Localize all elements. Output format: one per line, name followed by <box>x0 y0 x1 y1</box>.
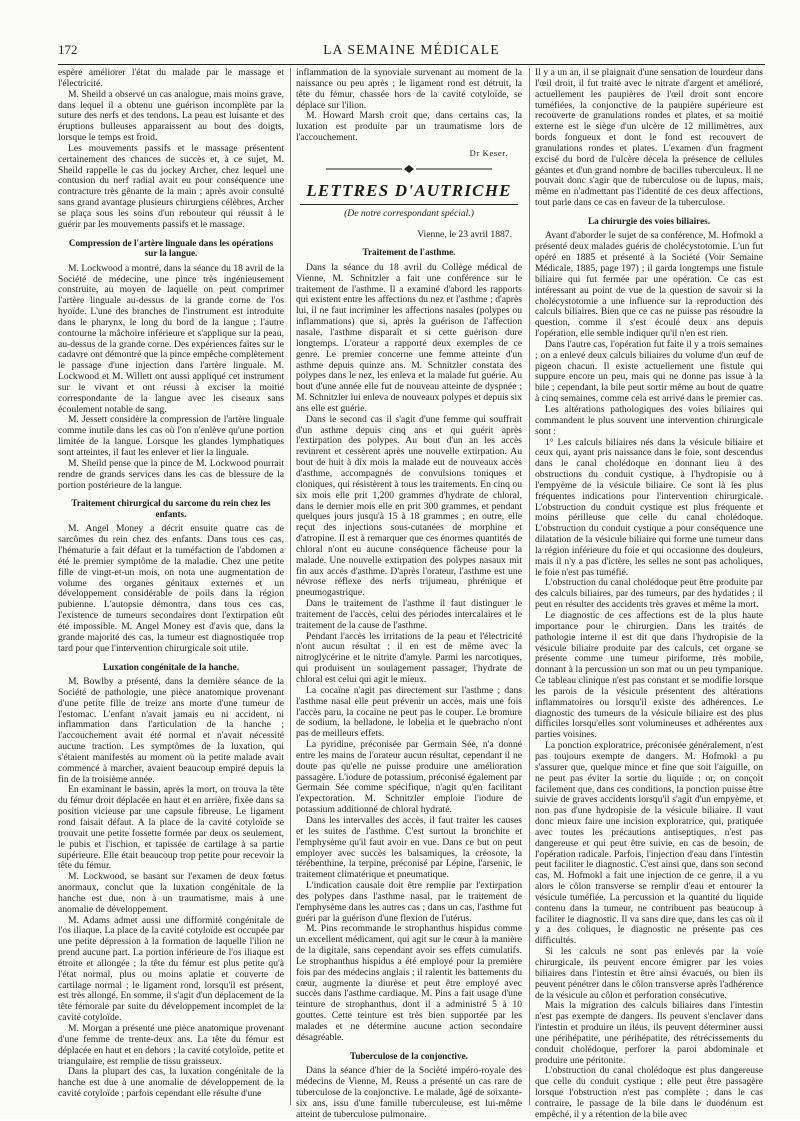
paragraph: M. Jessett considère la compression de l'artère linguale comme inutile dans les cas où l'on n'enlève qu'une portion limitée de la langue. Lorsque les glandes lymphatiques sont atteintes, il faut les enlever et lier la linguale. <box>58 414 284 458</box>
paragraph: L'obstruction du canal cholédoque est plus dangereuse que celle du conduit cystique ; elle peut être passagère lorsque l'obstruction n'est pas complète ; dans le cas contraire, le passage de la bile dans le duodénum est empêché, il y a rétention de la bile avec <box>535 1065 763 1120</box>
section-heading: Tuberculose de la conjonctive. <box>350 1050 468 1061</box>
correspondent-line: (De notre correspondant spécial.) <box>344 207 474 219</box>
paragraph: Dans la séance d'hier de la Société impéro-royale des médecins de Vienne, M. Reuss a présenté un cas rare de tuberculose de la conjonctive. Le malade, âgé de soixante-six ans, issu d'une famille tuberculeuse, est lui-même atteint de tuberculose pulmonaire. <box>296 1065 522 1120</box>
paragraph: La pyridine, préconisée par Germain Sée, n'a donné entre les mains de l'orateur aucun résultat, cependant il ne doute pas qu'elle ne puisse produire une amélioration passagère. L'iodure de potassium, préconisé également par Germain Sée comme spécifique, n'agit qu'en facilitant l'expectoration. M. Schnitzler emploie l'iodure de potassium additionné de chloral hydraté. <box>296 739 522 816</box>
paragraph: Dans les intervalles des accès, il faut traiter les causes et les suites de l'asthme. C'est surtout la bronchite et l'emphysème qu'il faut avoir en vue. Dans ce but on peut employer avec succès les balsamiques, la créosote, la térébenthine, la terpine, préconisé par Lépine, l'arsenic, le traitement climatérique et pneumatique. <box>296 814 522 881</box>
paragraph: espère améliorer l'état du malade par le massage et l'électricité. <box>58 67 284 89</box>
page-header <box>58 40 765 62</box>
section-title: LETTRES D'AUTRICHE <box>300 181 518 205</box>
paragraph: M. Pins recommande le strophanthus hispidus comme un excellent médicament, qui agit sur le cœur à la manière de la digitale, sans cependant avoir ses effets cumulatifs. Le strophanthus hispidus a été employé pour la première fois par des médecins anglais ; il ralentit les battements du cœur, augmente la diurèse et peut être employé avec succès dans l'asthme cardiaque. M. Pins a fait usage d'une teinture de strophanthus, dont il a administré 5 à 10 gouttes. Cette teinture est très bien supportée par les malades et ne détermine aucune action secondaire désagréable. <box>296 923 522 1043</box>
paragraph: Dans la plupart des cas, la luxation congénitale de la hanche est due à une anomalie de développement de la cavité cotyloïde ; parfois cependant elle résulte d'une <box>58 1066 284 1100</box>
paragraph: En examinant le bassin, après la mort, on trouva la tête du fémur droit déplacée en haut et en arrière, fixée dans sa position vicieuse par une capsule fibreuse. Le ligament rond faisait défaut. A la place de la cavité cotyloïde se trouvait une petite fossette formée par deux os seulement, le pubis et l'ischion, et tapissée de cartilage à sa partie supérieure. Elle était beaucoup trop petite pour recevoir la tête du fémur. <box>58 784 284 872</box>
page-number: 172 <box>58 42 78 57</box>
paragraph: M. Adams admet aussi une difformité congénitale de l'os iliaque. La place de la cavité cotyloïde est occupée par une petite dépression à la formation de laquelle l'ilion ne prend aucune part. La portion inférieure de l'os iliaque est étroite et allongée ; la tête du fémur est plus petite qu'à l'état normal, plus ou moins aplatie et couverte de cartilage normal ; le ligament rond, lorsqu'il est présent, est très allongé. En somme, il s'agit d'un déplacement de la tête fémorale par suite du développement incomplet de la cavité cotyloïde. <box>58 914 284 1024</box>
column-left <box>58 68 284 1105</box>
paragraph: La ponction exploratrice, préconisée généralement, n'est pas toujours exempte de dangers. M. Hofmokl a pu s'assurer que, quelque mince et fine que soit l'aiguille, on ne peut pas éviter la sortie du liquide ; or, on conçoit facilement que, dans ces conditions, la ponction puisse être suivie de graves accidents lorsqu'il s'agit d'un empyème, et non pas d'une hydropisie de la vésicule biliaire. Il vaut donc mieux faire une incision exploratrice, qui, pratiquée avec toutes les précautions antiseptiques, n'est pas dangereuse et qui peut être suivie, en cas de besoin, de l'opération radicale. Parfois, l'injection d'eau dans l'intestin peut faciliter le diagnostic. C'est ainsi que, dans son second cas, M. Hofmokl a fait une injection de ce genre, il a vu alors le côlon transverse se remplir d'eau et entourer la vésicule tuméfiée. La percussion et la quantité du liquide contenu dans la tumeur, ne contribuent pas beaucoup à faciliter le diagnostic. Il va sans dire que, dans les cas où il y a des coliques, le diagnostic ne présente pas ces difficultés. <box>535 740 763 947</box>
paragraph: inflammation de la synoviale survenant au moment de la naissance ou peu après ; le ligament rond est détruit, la tête du fémur, chassée hors de la cavité cotyloïde, se déplace sur l'ilion. <box>296 67 522 111</box>
paragraph: M. Lockwood, se basant sur l'examen de deux fœtus anormaux, conclut que la luxation congénitale de la hanche est due, non à un traumatisme, mais à une anomalie de développement. <box>58 871 284 915</box>
section-heading: Luxation congénitale de la hanche. <box>102 661 240 672</box>
paragraph: Pendant l'accès les irritations de la peau et l'électricité n'ont aucun résultat ; il en est de même avec la nitroglycérine et le nitrite d'amyle. Parmi les narcotiques, qui produisent un soulagement passager, l'hydrate de chloral est celui qui agit le mieux. <box>296 630 522 685</box>
paragraph: Dans le second cas il s'agit d'une femme qui souffrait d'un asthme depuis cinq ans et qui guérit après l'extirpation des polypes. Au bout d'un an les accès revinrent et cessèrent après une nouvelle extirpation. Au bout de huit à dix mois la malade eut de nouveaux accès d'asthme, accompagnés de convulsions toniques et cloniques, qui résistèrent à tous les traitements. En cinq ou six mois elle prit 1,200 grammes d'hydrate de chloral, dans le dernier mois elle en prit 300 grammes, et pendant quelques jours jusqu'à 15 à 18 grammes ; en outre, elle reçut des injections sous-cutanées de morphine et d'atropine. Il est à remarquer que ces énormes quantités de chloral n'ont eu aucune conséquence fâcheuse pour la malade. Une nouvelle extirpation des polypes nasaux mit fin aux accès d'asthme. D'après l'orateur, l'asthme est une névrose réflexe des nerfs trijumeau, phrénique et pneumogastrique. <box>296 413 522 599</box>
paragraph: L'indication causale doit être remplie par l'extirpation des polypes dans l'asthme nasal, par le traitement de l'emphysème dans les autres cas ; dans un cas, l'asthme fut guéri par la guérison d'une flexion de l'utérus. <box>296 880 522 924</box>
paragraph: Dans le traitement de l'asthme il faut distinguer le traitement de l'accès, celui des périodes intercalaires et le traitement de la cause de l'asthme. <box>296 598 522 631</box>
paragraph: Dans l'autre cas, l'opération fut faite il y a trois semaines ; on a enlevé deux calculs biliaires du volume d'un œuf de pigeon chacun. Il existe actuellement une fistule qui suppure encore un peu, mais qui ne donne pas issue à la bile ; cependant, la bile peut sortir même au bout de quatre à cinq semaines, comme cela est arrivé dans le premier cas. <box>535 338 764 405</box>
header-rule <box>58 64 765 65</box>
paragraph: M. Morgan a présenté une pièce anatomique provenant d'une femme de trente-deux ans. La tête du fémur est déplacée en haut et en dehors ; la cavité cotyloïde, petite et triangulaire, est remplie de tissu graisseux. <box>58 1023 284 1067</box>
column-divider <box>529 68 530 1105</box>
paragraph: Les mouvements passifs et le massage présentent certainement des chances de succès et, à ce sujet, M. Sheild rappelle le cas du jockey Archer, chez lequel une contusion du nerf radial avait eu pour conséquence une contracture très gênante de la main ; après avoir consulté sans grand avantage plusieurs chirurgiens célèbres, Archer se plaça sous les soins d'un rebouteur qui réussit à le guérir par les mouvements passifs et le massage. <box>58 142 284 230</box>
column-divider <box>290 68 291 1105</box>
paragraph: Mais la migration des calculs biliaires dans l'intestin n'est pas exempte de dangers. Ils peuvent s'enclaver dans l'intestin et produire un iléus, ils peuvent déterminer aussi une périhépatite, une périhépatite, des rétrécissements du conduit cholédoque, perforer la paroi abdominale et produire une péritonite. <box>535 1000 763 1066</box>
author-signature: Dr Keser. <box>469 147 508 158</box>
paragraph: 1° Les calculs biliaires nés dans la vésicule biliaire et ceux qui, ayant pris naissance dans le foie, sont descendus dans le canal cholédoque en donnant lieu à des obstructions du conduit cystique, à l'hydropisie ou à l'empyème de la vésicule biliaire. Ce sont là les plus fréquentes indications pour l'intervention chirurgicale. L'obstruction du conduit cystique est plus fréquente et moins périlleuse que celle du canal cholédoque. L'obstruction du conduit cystique a pour conséquence une dilatation de la vésicule biliaire qui forme une tumeur dans la région inférieure du foie et qui occasionne des douleurs, mais il n'y a pas d'ictère, les selles ne sont pas acholiques, le foie n'est pas tuméfié. <box>535 436 763 578</box>
paragraph: Dans la séance du 18 avril du Collège médical de Vienne, M. Schnitzler a fait une conférence sur le traitement de l'asthme. Il a examiné d'abord les rapports qui existent entre les affections du nez et l'asthme ; d'après lui, il ne faut incriminer les affections nasales (polypes ou inflammations) que si, après la guérison de l'affection nasale, l'asthme disparaît et si cette guérison dure longtemps. L'orateur a rapporté deux exemples de ce genre. Le premier concerne une femme atteinte d'un asthme depuis quinze ans. M. Schnitzler constata des polypes dans le nez, les enleva et la malade fut guérie. Au bout d'une année elle fut de nouveau atteinte de dyspnée ; M. Schnitzler lui enleva de nouveaux polypes et depuis six ans elle est guérie. <box>296 261 522 414</box>
paragraph: M. Sheild pense que la pince de M. Lockwood pourrait rendre de grands services dans les cas de blessure de la portion postérieure de la langue. <box>58 457 284 491</box>
journal-title: LA SEMAINE MÉDICALE <box>323 42 500 57</box>
paragraph: Le diagnostic de ces affections est de la plus haute importance pour le chirurgien. Dans les traités de pathologie interne il est dit que dans l'hydropisie de la vésicule biliaire produite par des calculs, cet organe se présente comme une tumeur piriforme, très mobile, donnant à la percussion un son mat ou un peu tympanique. Ce tableau clinique n'est pas constant et se modifie lorsque les parois de la vésicule présentent des altérations inflammatoires ou lorsqu'il existe des adhérences. Le diagnostic des tumeurs de la vésicule biliaire est des plus difficiles lorsqu'elles sont volumineuses et adhérentes aux parties voisines. <box>535 610 763 741</box>
paragraph: M. Sheild a observé un cas analogue, mais moins grave, dans lequel il a obtenu une guérison incomplète par la suture des nerfs et des tendons. La peau est luisante et des éruptions bulleuses apparaissent au bout des doigts, lorsque le temps est froid. <box>58 88 284 144</box>
column-middle <box>296 67 522 1120</box>
paragraph: M. Lockwood a montré, dans la séance du 18 avril de la Société de médecine, une pince très ingénieusement construite, au moyen de laquelle on peut comprimer l'artère linguale au-dessus de la grande corne de l'os hyoïde. L'une des branches de l'instrument est introduite dans le pharynx, le long du bord de la langue ; l'autre contourne la mâchoire inférieure et s'applique sur la peau, au-dessus de la grande corne. Des expériences faites sur le cadavre ont démontré que la pince empêche complètement le passage d'une injection dans l'artère linguale. M. Lockwood et M. Willett ont aussi appliqué cet instrument sur le vivant et ont réussi à exciser la moitié correspondante de la langue avec les ciseaux sans écoulement notable de sang. <box>58 262 284 415</box>
column-right <box>535 67 764 1120</box>
section-heading: Traitement de l'asthme. <box>362 247 456 258</box>
paragraph: Les altérations pathologiques des voies biliaires qui commandent le plus souvent une intervention chirurgicale sont : <box>535 403 763 437</box>
paragraph: M. Bowlby a présenté, dans la dernière séance de la Société de pathologie, une pièce anatomique provenant d'une petite fille de treize ans morte d'une tumeur de l'estomac. L'enfant n'avait jamais eu ni accident, ni inflammation dans l'articulation de la hanche ; l'accouchement avait été normal et n'avait nécessité aucune traction. Les symptômes de la luxation, qui s'étaient manifestés au moment où la petite malade avait commencé à marcher, avaient beaucoup empiré depuis la fin de la troisième année. <box>58 676 284 785</box>
ornament-divider <box>324 165 494 173</box>
paragraph: M. Angel Money a décrit ensuite quatre cas de sarcômes du rein chez des enfants. Dans tous ces cas, l'hématurie a fait défaut et la tuméfaction de l'abdomen a été le premier symptôme de la maladie. Chez une petite fille de vingt-et-un mois, on nota une augmentation de volume des organes génitaux externes et un développement considérable de poils dans la région pubienne. L'autopsie démontra, dans tous ces cas, l'existence de tumeurs secondaires dont l'extirpation eût été impossible. M. Angel Money est d'avis que, dans la grande majorité des cas, la tumeur est diagnostiquée trop tard pour que l'intervention chirurgicale soit utile. <box>58 523 284 654</box>
paragraph: Il y a un an, il se plaignait d'une sensation de lourdeur dans l'œil droit, il fut traité avec le nitrate d'argent et amélioré, actuellement les paupières de l'œil droit sont encore tuméfiées, la conjonctive de la paupière supérieure est recouverte de granulations rondes et plates, et sa moitié externe est le siège d'un ulcère de 12 millimètres, aux bords fongueux et dont le fond est recouvert de granulations rondes et plates. L'examen d'un fragment excisé du bord de l'ulcère décela la présence de cellules géantes et d'un grand nombre de bacilles tuberculeux. Il ne pouvait donc s'agir que de tuberculose ou de lupus, mais, même en n'admettant pas l'identité de ces deux affections, tout parle dans ce cas en faveur de la tuberculose. <box>535 67 763 209</box>
paragraph: L'obstruction du canal cholédoque peut être produite par des calculs biliaires, par des tumeurs, par des hydatides ; il peut en résulter des accidents très graves et même la mort. <box>535 577 763 611</box>
paragraph: Avant d'aborder le sujet de sa conférence, M. Hofmokl a présenté deux malades guéris de cholécystotomie. L'un fut opéré en 1885 et présenté à la Société (Voir Semaine Médicale, 1885, page 197) ; il garda longtemps une fistule biliaire qui fut fermée par une opération. Ce cas est intéressant au point de vue de la question de savoir si la cholécystotomie a une influence sur la reproduction des calculs biliaires. Bien que ce cas ne puisse pas résoudre la question, comme il s'est écoulé deux ans depuis l'opération, elle semble indiquer qu'il n'en est rien. <box>535 230 763 340</box>
section-heading: La chirurgie des voies biliaires. <box>587 215 711 226</box>
paragraph: M. Howard Marsh croit que, dans certains cas, la luxation est produite par un traumatisme lors de l'accouchement. <box>296 110 522 144</box>
section-heading: Compression de l'artère linguale dans les opérations sur la langue. <box>68 237 274 259</box>
section-heading: Traitement chirurgical du sarcome du rein chez les enfants. <box>71 498 271 519</box>
dateline: Vienne, le 23 avril 1887. <box>417 228 512 240</box>
paragraph: La cocaïne n'agit pas directement sur l'asthme ; dans l'asthme nasal elle peut prévenir un accès, mais une fois l'accès paru, la cocaïne ne peut pas le couper. Le bromure de sodium, la belladone, le lobelia et le quebracho n'ont pas de meilleurs effets. <box>296 684 522 740</box>
paragraph: Si les calculs ne sont pas enlevés par la voie chirurgicale, ils peuvent encore émigrer par les voies biliaires dans l'intestin et être ainsi évacués, ou bien ils peuvent pénétrer dans le côlon transverse après l'adhérence de la vésicule au côlon et perforation consécutive. <box>535 946 763 1001</box>
